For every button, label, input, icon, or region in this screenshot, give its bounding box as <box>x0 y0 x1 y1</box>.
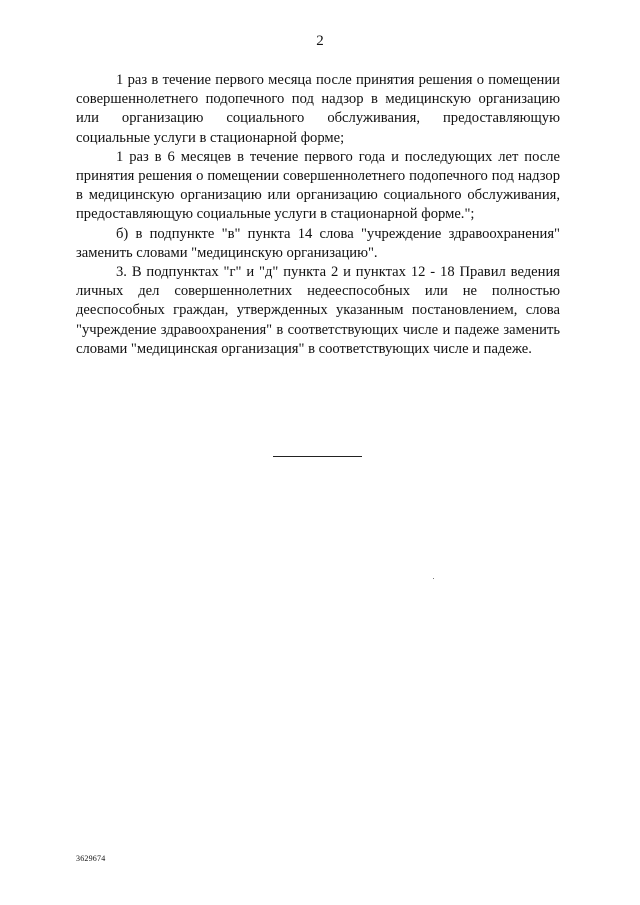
paragraph-monthly-visit: 1 раз в течение первого месяца после принятия решения о помещении совершеннолетнего подопечного под надзор в медицинскую организацию или организацию социального обслуживания, предоставляющую социальные услуги в стационарной форме; <box>76 72 560 146</box>
page-number: 2 <box>316 33 324 49</box>
document-body <box>76 71 560 359</box>
end-of-text-rule <box>273 456 362 457</box>
document-code: 3629674 <box>76 854 106 863</box>
paragraph-subitem-b: б) в подпункте "в" пункта 14 слова "учреждение здравоохранения" заменить словами "медицинскую организацию". <box>76 225 560 261</box>
paragraph-item-3: 3. В подпунктах "г" и "д" пункта 2 и пунктах 12 - 18 Правил ведения личных дел совершеннолетних недееспособных или не полностью дееспособных граждан, утвержденных указанным постановлением, слова "учреждение здравоохранения" в соответствующих числе и падеже заменить словами "медицинская организация" в соответствующих числе и падеже. <box>76 264 560 357</box>
paragraph-semiannual-visit: 1 раз в 6 месяцев в течение первого года и последующих лет после принятия решения о помещении совершеннолетнего подопечного под надзор в медицинскую организацию или организацию социального обслуживания, предоставляющую социальные услуги в стационарной форме."; <box>76 148 560 223</box>
stray-dot <box>433 578 434 579</box>
